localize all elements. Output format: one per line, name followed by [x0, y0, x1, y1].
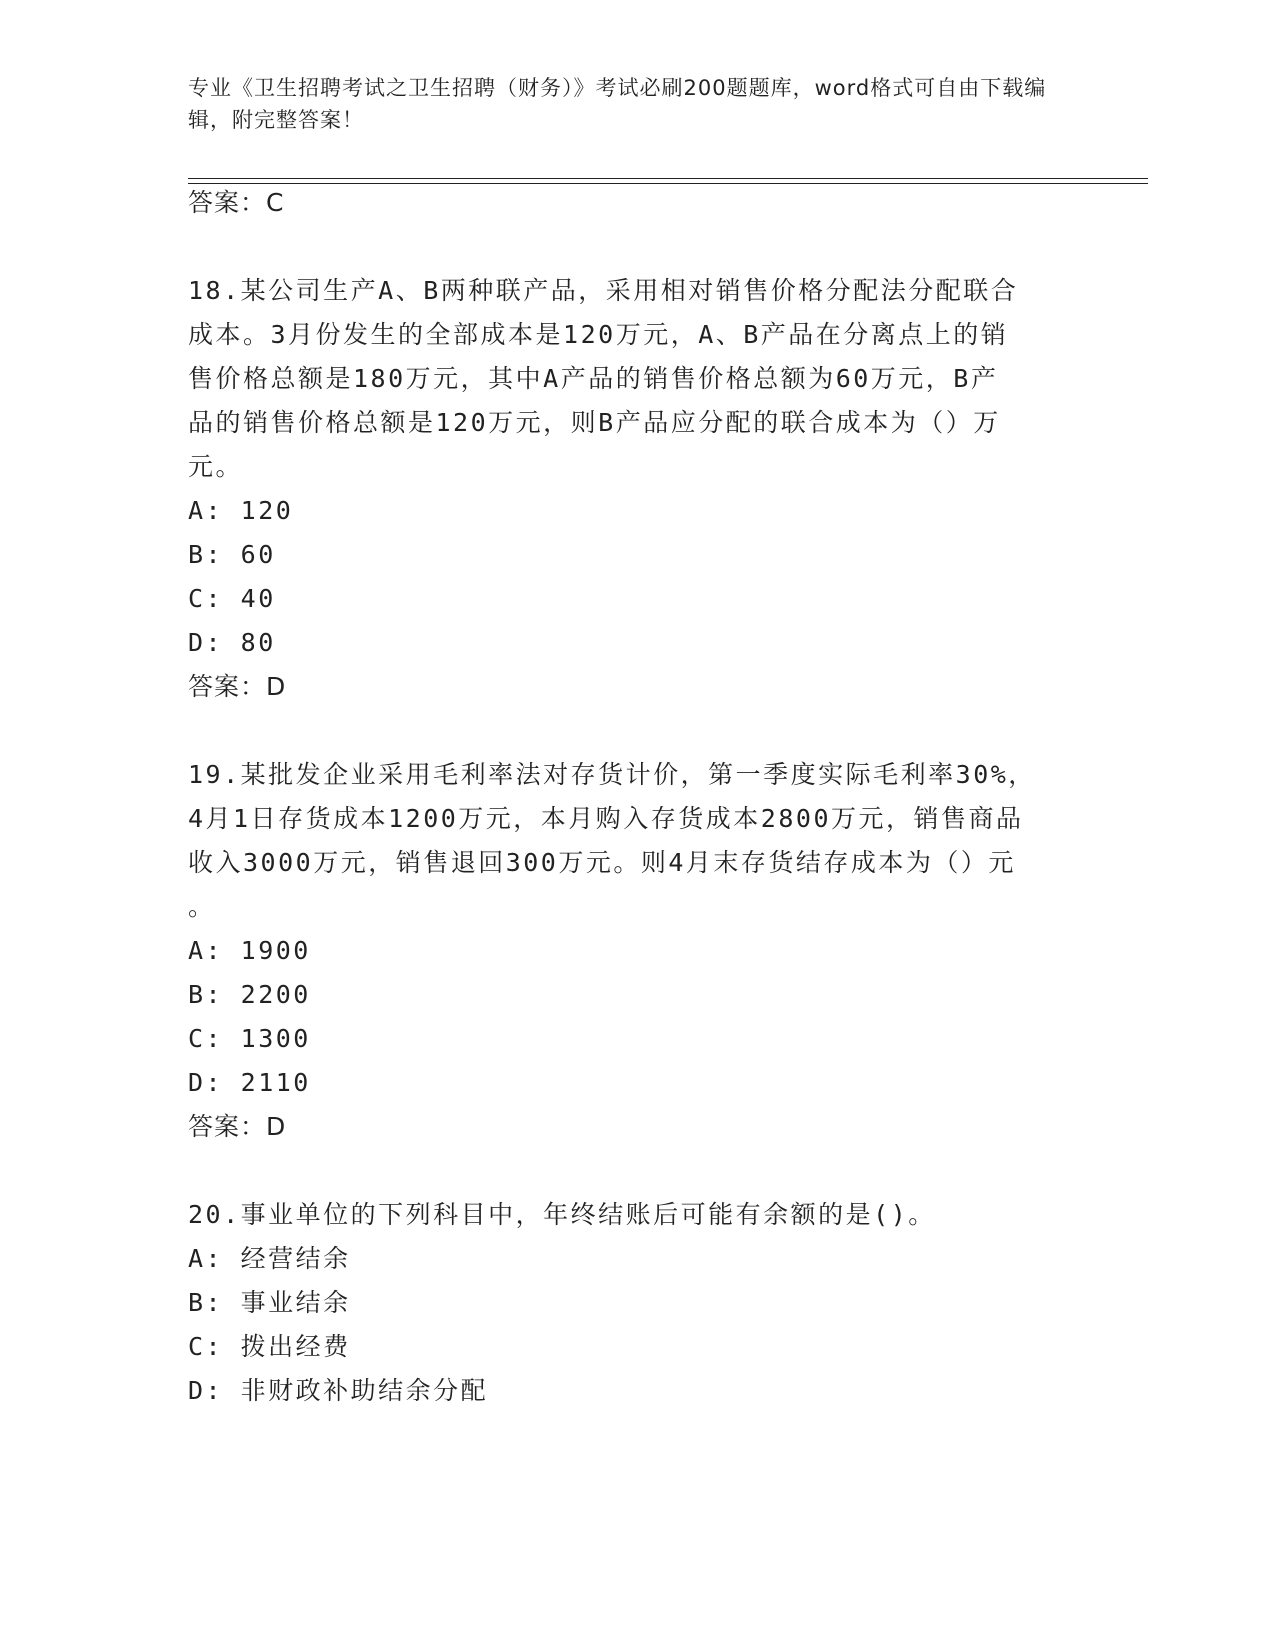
question-18-option-a: A: 120 [188, 496, 294, 525]
question-19-option-a: A: 1900 [188, 936, 311, 965]
prev-answer: 答案：C [188, 188, 285, 217]
question-18-line-2: 成本。3月份发生的全部成本是120万元，A、B产品在分离点上的销 [188, 320, 1009, 349]
question-18-option-d: D: 80 [188, 628, 276, 657]
question-19-line-1: 19.某批发企业采用毛利率法对存货计价，第一季度实际毛利率30%， [188, 760, 1036, 789]
question-18-line-1: 18.某公司生产A、B两种联产品，采用相对销售价格分配法分配联合 [188, 276, 1019, 305]
question-20-option-a: A: 经营结余 [188, 1244, 351, 1273]
question-19-option-c: C: 1300 [188, 1024, 311, 1053]
question-20-option-c: C: 拨出经费 [188, 1332, 351, 1361]
document-header [188, 72, 1068, 136]
header-rule-top [188, 178, 1148, 179]
question-18-option-c: C: 40 [188, 584, 276, 613]
question-20-option-b: B: 事业结余 [188, 1288, 351, 1317]
question-18-option-b: B: 60 [188, 540, 276, 569]
question-19-line-4: 。 [188, 892, 216, 921]
question-19-line-2: 4月1日存货成本1200万元，本月购入存货成本2800万元，销售商品 [188, 804, 1024, 833]
question-20-line-1: 20.事业单位的下列科目中，年终结账后可能有余额的是()。 [188, 1200, 936, 1229]
question-20-option-d: D: 非财政补助结余分配 [188, 1376, 489, 1405]
header-text: 专业《卫生招聘考试之卫生招聘（财务）》考试必刷200题题库，word格式可自由下载编辑，附完整答案！ [188, 76, 1047, 132]
question-18-line-5: 元。 [188, 452, 244, 481]
header-rule-bottom [188, 183, 1148, 184]
question-19-line-3: 收入3000万元，销售退回300万元。则4月末存货结存成本为（）元 [188, 848, 1016, 877]
question-19-option-b: B: 2200 [188, 980, 311, 1009]
question-19-option-d: D: 2110 [188, 1068, 311, 1097]
question-18-answer: 答案：D [188, 672, 287, 701]
question-18-line-4: 品的销售价格总额是120万元，则B产品应分配的联合成本为（）万 [188, 408, 1001, 437]
question-18-line-3: 售价格总额是180万元，其中A产品的销售价格总额为60万元，B产 [188, 364, 999, 393]
question-19-answer: 答案：D [188, 1112, 287, 1141]
